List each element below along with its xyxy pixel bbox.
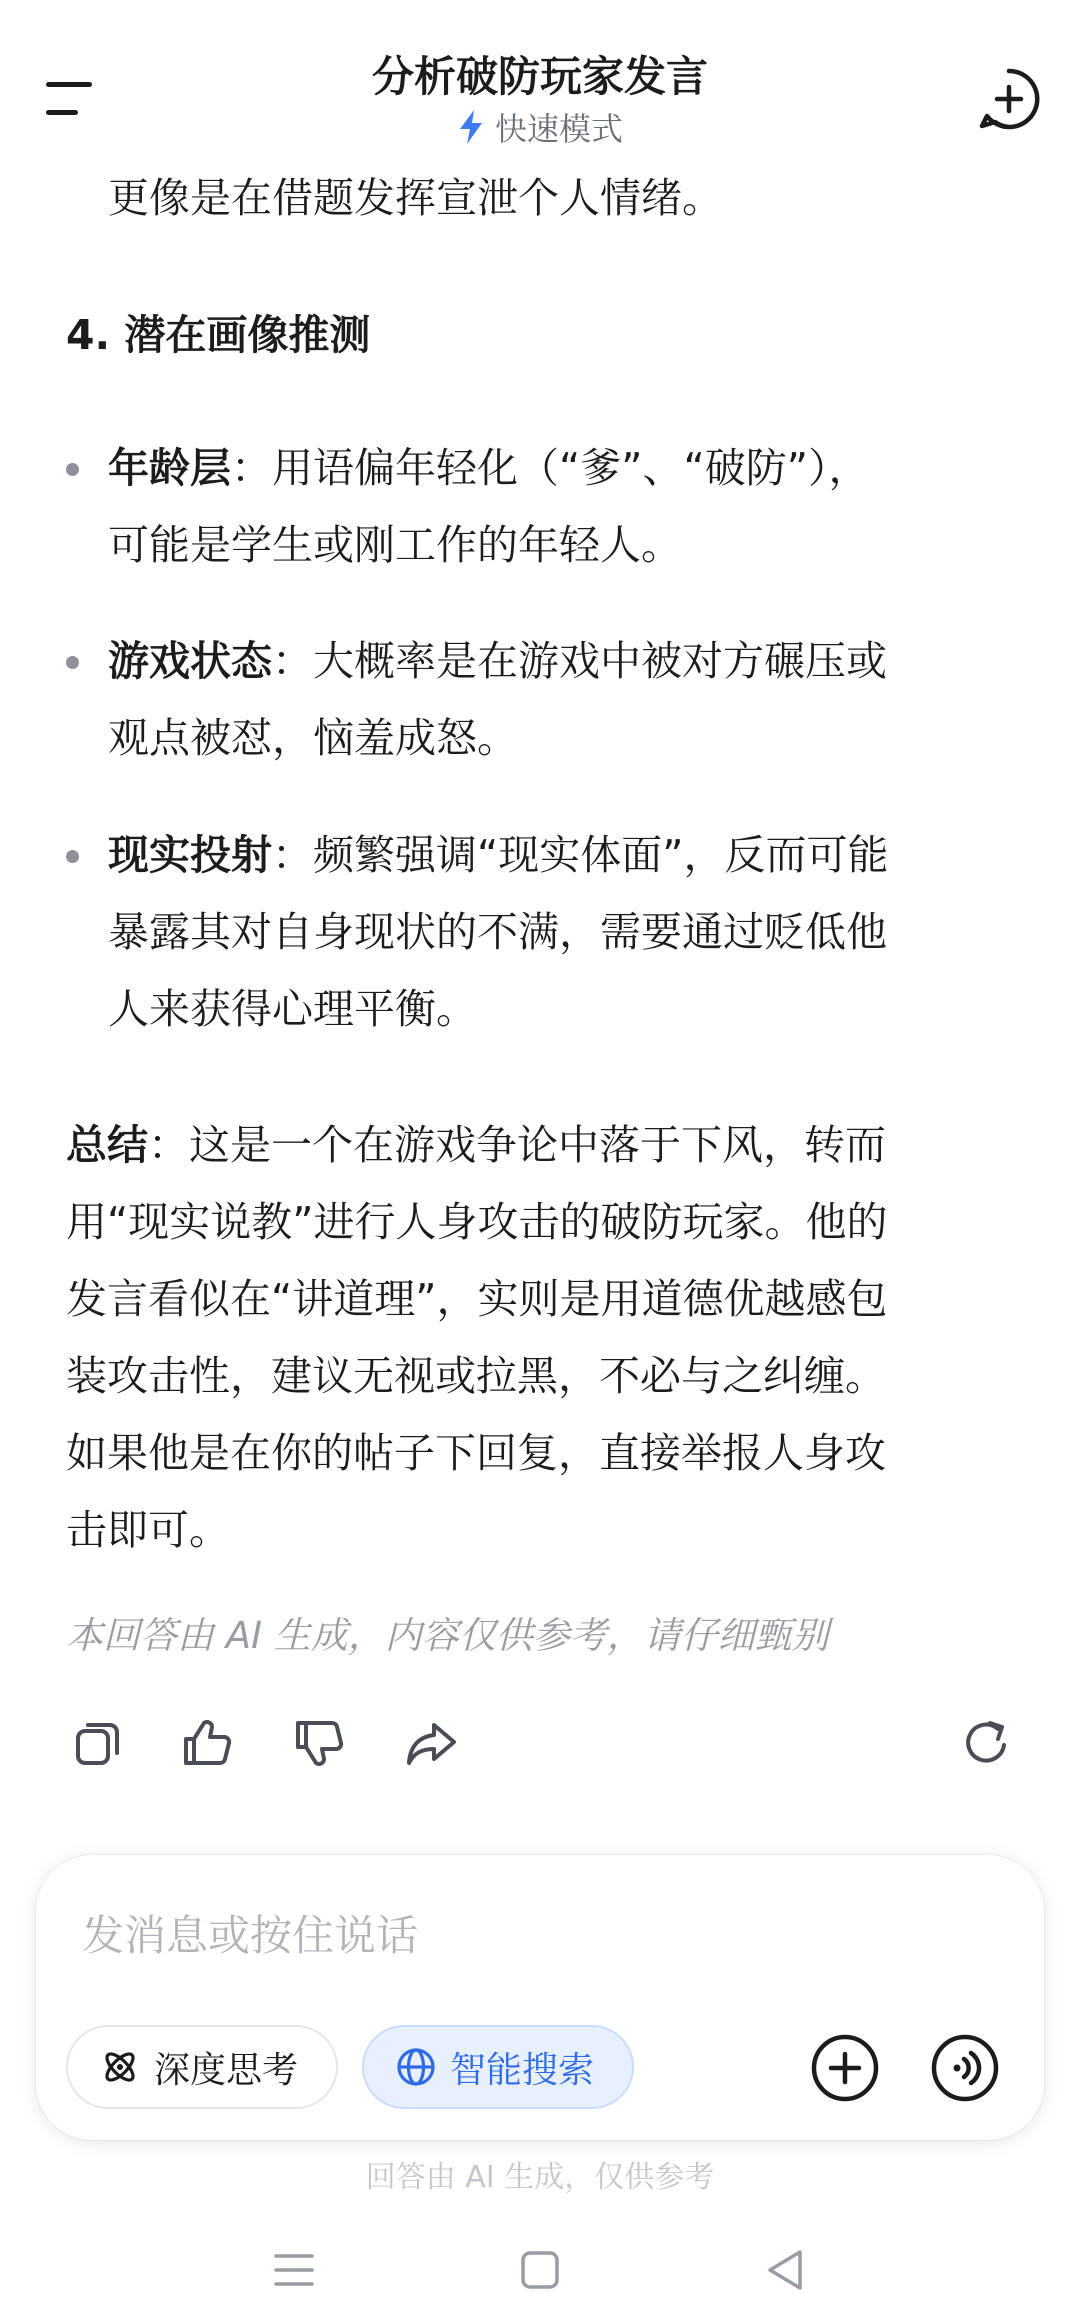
voice-call-icon[interactable] <box>930 2033 1000 2103</box>
bullet-dot <box>66 850 79 863</box>
menu-bar-bottom <box>46 110 78 115</box>
mode-selector[interactable] <box>340 104 740 150</box>
summary-line: ：这是一个在游戏争论中落于下风，转而 <box>148 1121 886 1169</box>
bullet-dot <box>66 463 79 476</box>
new-chat-icon[interactable] <box>976 66 1042 132</box>
summary-line: 击即可。 <box>66 1506 230 1554</box>
list-item <box>108 623 887 777</box>
bullet-text: ：用语偏年轻化（“爹”、“破防”）， <box>231 444 870 492</box>
recent-apps-icon[interactable] <box>264 2240 324 2300</box>
bullet-text: 人来获得心理平衡。 <box>108 985 477 1033</box>
thumbs-up-icon[interactable] <box>180 1715 236 1771</box>
bullet-dot <box>66 656 79 669</box>
home-icon[interactable] <box>510 2240 570 2300</box>
smart-search-label: 智能搜索 <box>450 2049 595 2091</box>
back-icon[interactable] <box>756 2240 816 2300</box>
intro-tail-text: 更像是在借题发挥宣泄个人情绪。 <box>108 174 723 222</box>
bullet-text: ：频繁强调“现实体面”，反而可能 <box>272 831 889 879</box>
smart-search-button[interactable] <box>362 2025 634 2109</box>
bullet-text: ：大概率是在游戏中被对方碾压或 <box>272 637 887 685</box>
bullet-text: 暴露其对自身现状的不满，需要通过贬低他 <box>108 908 887 956</box>
globe-icon <box>396 2047 436 2087</box>
list-item <box>108 817 888 1048</box>
copy-icon[interactable] <box>70 1715 126 1771</box>
thumbs-down-icon[interactable] <box>292 1715 348 1771</box>
summary-term: 总结 <box>66 1121 148 1169</box>
atom-icon <box>100 2047 140 2087</box>
menu-bar-top <box>46 82 92 87</box>
ai-disclaimer: 本回答由 AI 生成，内容仅供参考，请仔细甄别 <box>66 1614 829 1657</box>
bullet-term: 年龄层 <box>108 444 231 492</box>
list-item <box>108 430 869 584</box>
footer-disclaimer: 回答由 AI 生成，仅供参考 <box>365 2160 715 2195</box>
summary-line: 发言看似在“讲道理”，实则是用道德优越感包 <box>66 1275 888 1323</box>
add-attachment-icon[interactable] <box>810 2033 880 2103</box>
mode-label: 快速模式 <box>494 110 623 148</box>
system-nav-bar <box>0 2220 1080 2320</box>
bullet-term: 游戏状态 <box>108 637 272 685</box>
regenerate-icon[interactable] <box>958 1715 1014 1771</box>
summary-line: 如果他是在你的帖子下回复，直接举报人身攻 <box>66 1429 886 1477</box>
bullet-text: 可能是学生或刚工作的年轻人。 <box>108 521 682 569</box>
message-input[interactable]: 发消息或按住说话 <box>82 1911 419 1960</box>
summary-line: 装攻击性，建议无视或拉黑，不必与之纠缠。 <box>66 1352 886 1400</box>
lightning-icon <box>457 109 485 145</box>
top-bar <box>0 0 1080 160</box>
share-icon[interactable] <box>404 1715 460 1771</box>
summary-paragraph <box>66 1107 887 1569</box>
menu-icon[interactable] <box>40 70 104 134</box>
bullet-text: 观点被怼，恼羞成怒。 <box>108 714 518 762</box>
message-composer <box>36 1855 1044 2140</box>
summary-line: 用“现实说教”进行人身攻击的破防玩家。他的 <box>66 1198 888 1246</box>
message-actions <box>0 1715 1080 1775</box>
deep-think-button[interactable] <box>66 2025 338 2109</box>
deep-think-label: 深度思考 <box>154 2049 299 2091</box>
section-title: 4. 潜在画像推测 <box>66 311 371 359</box>
page-title: 分析破防玩家发言 <box>371 52 708 101</box>
bullet-term: 现实投射 <box>108 831 272 879</box>
